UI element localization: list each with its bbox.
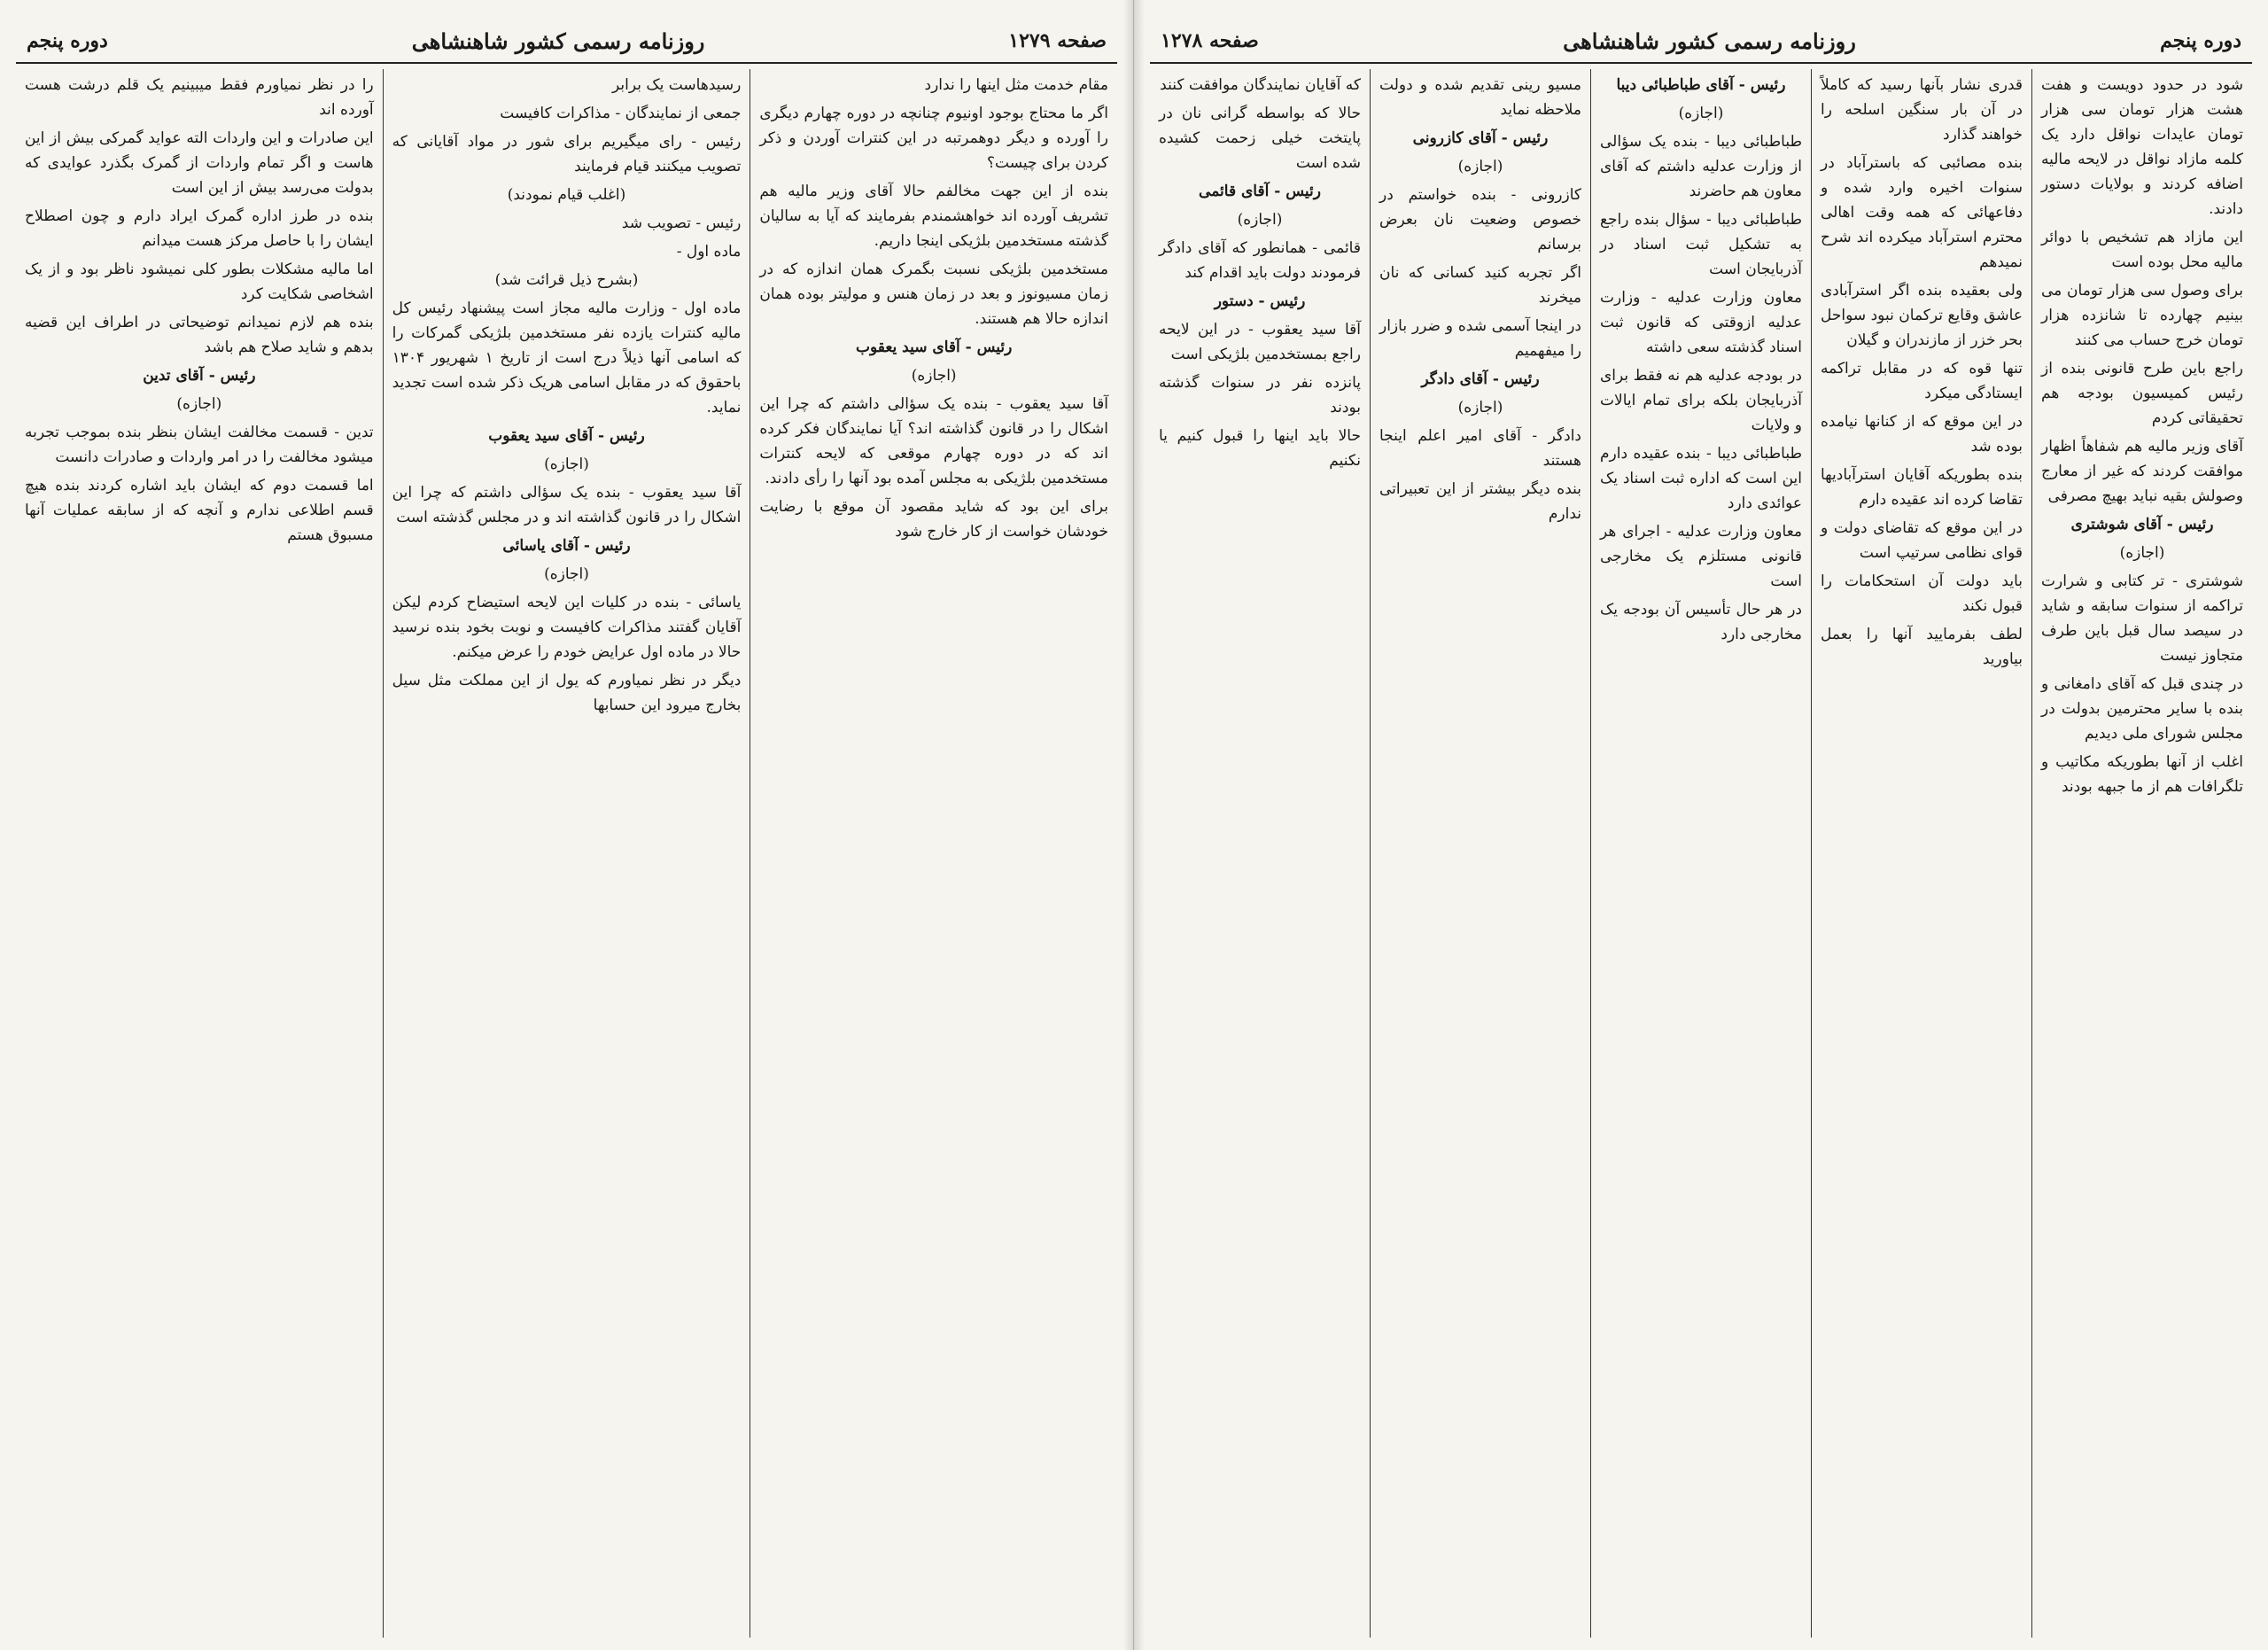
paragraph: قائمی - همانطور که آقای دادگر فرمودند دولت باید اقدام کند (1159, 239, 1361, 282)
paragraph: مسیو رینی تقدیم شده و دولت ملاحظه نماید (1379, 76, 1581, 119)
paragraph: دیگر در نظر نمیاورم که یول از این مملکت مثل سیل بخارج میرود این حسابها (392, 672, 742, 714)
stage-note: (اجازه) (911, 367, 957, 385)
paragraph: رئیس - تصویب شد (621, 214, 742, 232)
speaker-line: رئیس - آقای شوشتری (2070, 516, 2214, 533)
paragraph: بنده دیگر بیشتر از این تعبیراتی ندارم (1379, 480, 1581, 523)
paragraph: قدری نشار بآنها رسید که کاملاً در آن بار سنگین اسلحه را خواهند گذارد (1821, 76, 2023, 144)
right-masthead: روزنامه رسمی کشور شاهنشاهی (1563, 27, 1856, 54)
speaker-line: رئیس - آقای کازرونی (1412, 129, 1549, 147)
paragraph: در بودجه عدلیه هم نه فقط برای آذربایجان بلکه برای تمام ایالات و ولایات (1600, 367, 1802, 434)
stage-note: (اغلب قیام نمودند) (507, 186, 626, 204)
paragraph: این صادرات و این واردات الته عواید گمرکی بیش از این هاست و اگر تمام واردات از گمرک بگذرد عوایدی که بدولت می‌رسد بیش از این است (24, 129, 374, 197)
paragraph: ولی بعقیده بنده اگر استرآبادی عاشق وقایع ترکمان نبود سواحل بحر خزر از مازندران و گیلان (1821, 282, 2023, 349)
paragraph: پانزده نفر در سنوات گذشته بودند (1159, 374, 1361, 416)
paragraph: آقا سید یعقوب - بنده یک سؤالی داشتم که چرا این اشکال را در قانون گذاشته اند؟ آیا نمایندگان فکر کرده اند که در دوره چهارم موقعی که لایحه کنترات مستخدمین بلژیکی به مجلس آمده بود آنها را رأی دادند. (759, 395, 1108, 487)
paragraph: ماده اول - وزارت مالیه مجاز است پیشنهاد رئیس کل مالیه کنترات یازده نفر مستخدمین بلژیکی گمرکات را که اسامی آنها ذیلاً درج است از تاریخ ۱ شهریور ۱۳۰۴ باحقوق که در مقابل اسامی هریک ذکر شده است تجدید نماید. (392, 300, 742, 416)
paragraph: جمعی از نمایندگان - مذاکرات کافیست (500, 105, 742, 122)
right-period: دوره پنجم (2160, 29, 2241, 52)
paragraph: اگر ما محتاج بوجود اونیوم چنانچه در دوره چهارم دیگری را آورده و دیگر دوهمرتبه در این کنترات آوردن و ذکر کردن برای چیست؟ (759, 105, 1108, 172)
text-column (384, 69, 751, 1638)
paragraph: معاون وزارت عدلیه - وزارت عدلیه ازوقتی که قانون ثبت اسناد گذشته سعی داشته (1600, 289, 1802, 356)
paragraph: کازرونی - بنده خواستم در خصوص وضعیت نان بعرض برسانم (1379, 186, 1581, 253)
paragraph: راجع باین طرح قانونی بنده از رئیس کمیسیون بودجه هم تحقیقاتی کردم (2041, 360, 2243, 427)
paragraph: شود در حدود دویست و هفت هشت هزار تومان سی هزار تومان عایدات نواقل دارد یک کلمه مازاد نواقل در لایحه مالیه اضافه کردند و بولایات دستور دادند. (2041, 76, 2243, 218)
paragraph: بنده هم لازم نمیدانم توضیحاتی در اطراف این قضیه بدهم و شاید صلاح هم باشد (24, 314, 374, 356)
paragraph: این مازاد هم تشخیص با دوائر مالیه محل بوده است (2041, 229, 2243, 271)
paragraph: مستخدمین بلژیکی نسبت بگمرک همان اندازه که در زمان مسیونوز و بعد در زمان هنس و مولیتر بوده همان اندازه حالا هم هستند. (759, 261, 1108, 328)
paragraph: اغلب از آنها بطوریکه مکاتیب و تلگرافات هم از ما جبهه بودند (2041, 753, 2243, 796)
stage-note: (اجازه) (1457, 158, 1503, 175)
speaker-line: رئیس - آقای سید یعقوب (488, 427, 645, 445)
paragraph: تنها قوه که در مقابل تراکمه ایستادگی میکرد (1821, 360, 2023, 402)
paragraph: باید دولت آن استحکامات را قبول نکند (1821, 572, 2023, 615)
text-column (1812, 69, 2032, 1638)
stage-note: (بشرح ذیل قرائت شد) (494, 271, 639, 289)
paragraph: ماده اول - (676, 243, 742, 261)
paragraph: را در نظر نمیاورم فقط میبینیم یک قلم درشت هست آورده اند (24, 76, 374, 119)
stage-note: (اجازه) (1457, 399, 1503, 416)
stage-note: (اجازه) (1678, 105, 1724, 122)
speaker-line: رئیس - آقای تدین (143, 367, 256, 385)
left-period: دوره پنجم (27, 29, 108, 52)
speaker-line: رئیس - آقای سید یعقوب (855, 339, 1013, 356)
speaker-line: رئیس - آقای قائمی (1199, 183, 1321, 200)
paragraph: معاون وزارت عدلیه - اجرای هر قانونی مستلزم یک مخارجی است (1600, 523, 1802, 590)
paragraph: بنده مصائبی که باسترآباد در سنوات اخیره وارد شده و دفاعهائی که همه وقت اهالی محترم استرآباد میکرده اند شرح نمیدهم (1821, 154, 2023, 271)
text-column (2032, 69, 2252, 1638)
paragraph: اما مالیه مشکلات بطور کلی نمیشود ناظر بود و از یک اشخاصی شکایت کرد (24, 261, 374, 303)
text-column (1150, 69, 1371, 1638)
paragraph: در اینجا آسمی شده و ضرر بازار را میفهمیم (1379, 317, 1581, 360)
paragraph: دادگر - آقای امیر اعلم اینجا هستند (1379, 427, 1581, 470)
right-page-number: صفحه ۱۲۷۸ (1161, 29, 1259, 52)
text-column (16, 69, 384, 1638)
left-columns (16, 69, 1117, 1638)
stage-note: (اجازه) (2119, 544, 2165, 562)
paragraph: اگر تجربه کنید کسانی که نان میخرند (1379, 264, 1581, 307)
text-column (1371, 69, 1591, 1638)
paragraph: برای وصول سی هزار تومان می بینیم چهارده تا شانزده هزار تومان خرج حساب می کنند (2041, 282, 2243, 349)
paragraph: که آقایان نمایندگان موافقت کنند (1160, 76, 1361, 94)
text-column (1591, 69, 1812, 1638)
paragraph: رئیس - رای میگیریم برای شور در مواد آقایانی که تصویب میکنند قیام فرمایند (392, 133, 742, 175)
text-column (750, 69, 1117, 1638)
paragraph: اما قسمت دوم که ایشان باید اشاره کردند بنده هیچ قسم اطلاعی ندارم و آنچه که از سابقه عملیات آنها مسبوق هستم (24, 477, 374, 544)
left-page-number: صفحه ۱۲۷۹ (1008, 29, 1107, 52)
paragraph: در این موقع که از کنانها نیامده بوده شد (1821, 413, 2023, 455)
paragraph: آقا سید یعقوب - بنده یک سؤالی داشتم که چرا این اشکال را در قانون گذاشته اند و در مجلس گذشته است (392, 484, 742, 526)
right-page (1134, 0, 2268, 1650)
right-columns (1150, 69, 2252, 1638)
speaker-line: رئیس - آقای طباطبائی دیبا (1616, 76, 1786, 94)
paragraph: آقا سید یعقوب - در این لایحه راجع بمستخدمین بلژیکی است (1159, 321, 1361, 363)
speaker-line: رئیس - دستور (1214, 292, 1306, 310)
paragraph: برای این بود که شاید مقصود آن موقع با رضایت خودشان خواست از کار خارج شود (759, 498, 1108, 541)
right-page-header (1150, 19, 2252, 64)
paragraph: طباطبائی دیبا - بنده عقیده دارم این است که اداره ثبت اسناد یک عوائدی دارد (1600, 445, 1802, 512)
paragraph: بنده در طرز اداره گمرک ایراد دارم و چون اصطلاح ایشان را با حاصل مرکز هست میدانم (24, 207, 374, 250)
paragraph: در هر حال تأسیس آن بودجه یک مخارجی دارد (1600, 601, 1802, 643)
stage-note: (اجازه) (544, 455, 589, 473)
left-page-header (16, 19, 1117, 64)
paragraph: در چندی قبل که آقای دامغانی و بنده با سایر محترمین بدولت در مجلس شورای ملی دیدیم (2041, 675, 2243, 743)
left-masthead: روزنامه رسمی کشور شاهنشاهی (411, 27, 705, 54)
paragraph: آقای وزیر مالیه هم شفاهاً اظهار موافقت کردند که غیر از معارج وصولش بقیه نباید بهیچ مصرفی (2041, 438, 2243, 505)
stage-note: (اجازه) (544, 565, 589, 583)
paragraph: طباطبائی دیبا - بنده یک سؤالی از وزارت عدلیه داشتم که آقای معاون هم حاضرند (1600, 133, 1802, 200)
paragraph: بنده از این جهت مخالفم حالا آقای وزیر مالیه هم تشریف آورده اند خواهشمندم بفرمایند که آیا به سالیان گذشته مستخدمین بلژیکی اینجا داریم. (759, 183, 1108, 250)
paragraph: مقام خدمت مثل اینها را ندارد (924, 76, 1108, 94)
paragraph: رسیدهاست یک برابر (612, 76, 742, 94)
paragraph: شوشتری - تر کتابی و شرارت تراکمه از سنوات سابقه و شاید در سیصد سال قبل باین طرف متجاوز نیست (2041, 572, 2243, 665)
stage-note: (اجازه) (176, 395, 222, 413)
paragraph: تدین - قسمت مخالفت ایشان بنظر بنده بموجب تجربه میشود مخالفت را در امر واردات و صادرات دانست (24, 424, 374, 466)
paragraph: حالا باید اینها را قبول کنیم یا نکنیم (1159, 427, 1361, 470)
paragraph: لطف بفرمایید آنها را بعمل بیاورید (1821, 626, 2023, 668)
stage-note: (اجازه) (1237, 211, 1283, 229)
paragraph: بنده بطوریکه آقایان استرآبادیها تقاضا کرده اند عقیده دارم (1821, 466, 2023, 509)
paragraph: حالا که بواسطه گرانی نان در پایتخت خیلی زحمت کشیده شده است (1159, 105, 1361, 172)
speaker-line: رئیس - آقای یاسائی (502, 537, 631, 555)
paragraph: طباطبائی دیبا - سؤال بنده راجع به تشکیل ثبت اسناد در آذربایجان است (1600, 211, 1802, 278)
speaker-line: رئیس - آقای دادگر (1421, 370, 1540, 388)
paragraph: یاسائی - بنده در کلیات این لایحه استیضاح کردم لیکن آقایان گفتند مذاکرات کافیست و نوبت بخود بنده نرسید حالا در ماده اول عرایض خودم را عرض میکنم. (392, 594, 742, 661)
paragraph: در این موقع که تقاضای دولت و قوای نظامی سرتیپ است (1821, 519, 2023, 562)
page-gutter (1123, 0, 1145, 1650)
